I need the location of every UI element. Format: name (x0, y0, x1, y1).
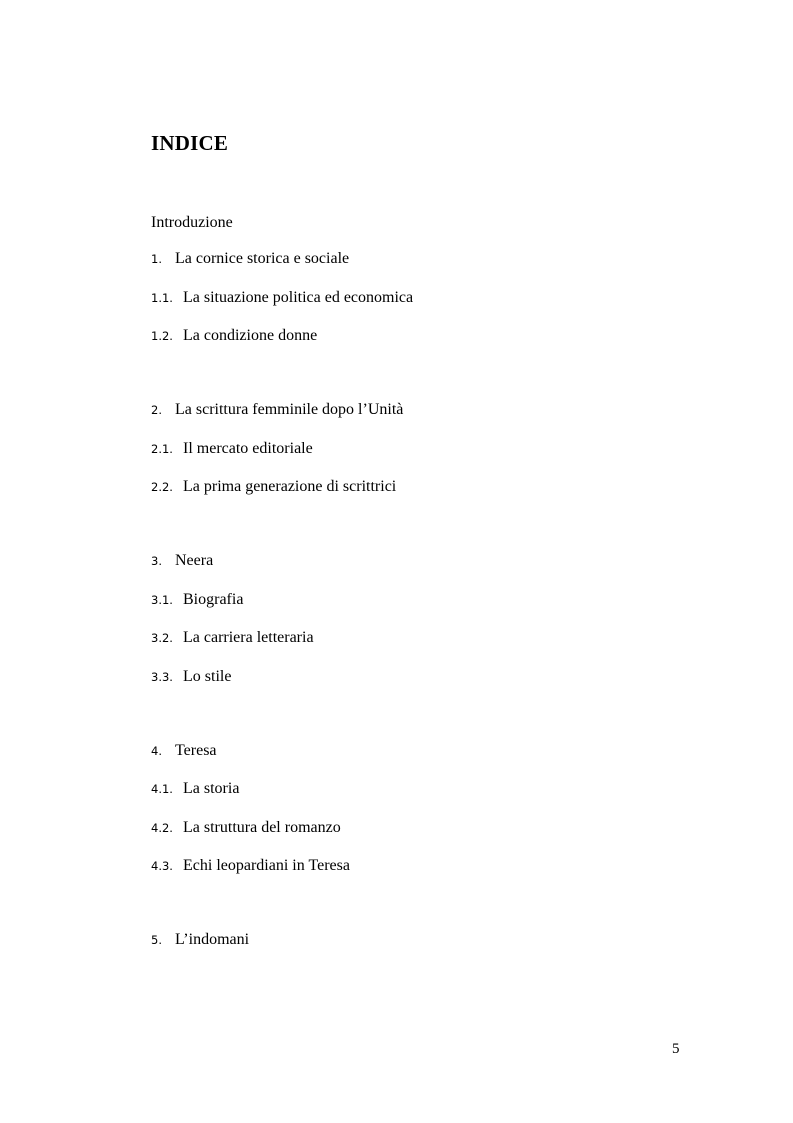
toc-section-4-3 (151, 856, 350, 876)
toc-section-number: 3.2. (151, 631, 173, 645)
toc-section-1-2 (151, 326, 317, 346)
toc-section-number: 4.3. (151, 859, 173, 873)
toc-section-label: Biografia (183, 591, 244, 608)
toc-chapter-label: Teresa (175, 742, 217, 759)
toc-section-number: 1.2. (151, 329, 173, 343)
toc-chapter-label: La cornice storica e sociale (175, 250, 350, 267)
toc-chapter-label: L’indomani (175, 931, 250, 948)
toc-section-label: La struttura del romanzo (183, 819, 341, 836)
toc-chapter-label: La scrittura femminile dopo l’Unità (175, 401, 404, 418)
toc-section-number: 1.1. (151, 291, 173, 305)
page-title: INDICE (151, 131, 229, 155)
toc-section-1-1 (151, 288, 413, 308)
toc-section-number: 2.2. (151, 480, 173, 494)
toc-chapter-number: 1. (151, 252, 162, 266)
toc-section-label: La situazione politica ed economica (183, 289, 414, 306)
toc-section-number: 2.1. (151, 442, 173, 456)
toc-chapter-number: 5. (151, 933, 162, 947)
toc-section-2-1 (151, 439, 313, 459)
toc-section-number: 4.2. (151, 821, 173, 835)
toc-item-introduction (151, 213, 233, 233)
toc-chapter-number: 3. (151, 554, 162, 568)
toc-section-number: 3.3. (151, 670, 173, 684)
toc-section-4-2 (151, 818, 341, 838)
toc-section-number: 3.1. (151, 593, 173, 607)
toc-section-label: La storia (183, 780, 240, 797)
toc-chapter-number: 4. (151, 744, 162, 758)
toc-section-3-1 (151, 590, 243, 610)
toc-section-label: La condizione donne (183, 327, 318, 344)
toc-section-label: Il mercato editoriale (183, 440, 313, 457)
toc-chapter-5 (151, 930, 249, 950)
page-number: 5 (672, 1041, 680, 1057)
toc-section-label: La prima generazione di scrittrici (183, 478, 397, 495)
toc-section-label: La carriera letteraria (183, 629, 314, 646)
toc-section-2-2 (151, 477, 396, 497)
toc-chapter-number: 2. (151, 403, 162, 417)
toc-chapter-4 (151, 741, 217, 761)
toc-section-3-3 (151, 667, 231, 687)
toc-chapter-1 (151, 249, 349, 269)
toc-chapter-label: Neera (175, 552, 214, 569)
toc-section-label: Echi leopardiani in Teresa (183, 857, 350, 874)
toc-chapter-3 (151, 551, 213, 571)
toc-chapter-2 (151, 400, 403, 420)
toc-section-number: 4.1. (151, 782, 173, 796)
toc-item-label: Introduzione (151, 214, 233, 231)
toc-section-label: Lo stile (183, 668, 232, 685)
toc-section-4-1 (151, 779, 239, 799)
toc-section-3-2 (151, 628, 314, 648)
